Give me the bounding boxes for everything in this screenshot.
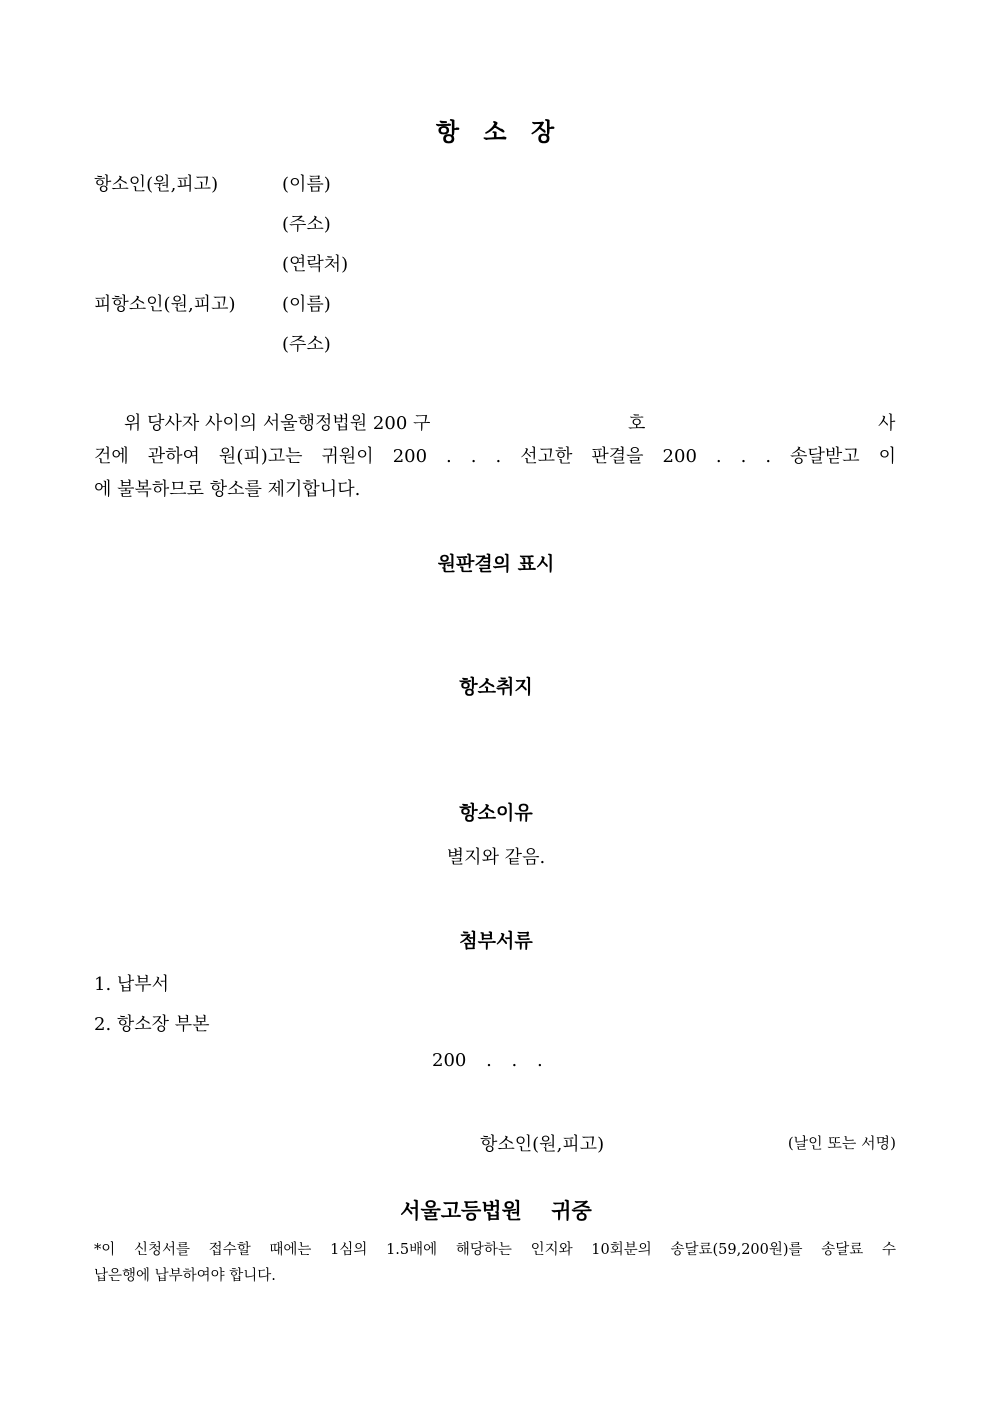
document-title: 항 소 장	[435, 117, 557, 146]
body-line1-start: 위 당사자 사이의 서울행정법원 200 구	[124, 413, 431, 434]
body-line3: 에 불복하므로 항소를 제기합니다.	[94, 479, 361, 500]
signature-label: 항소인(원,피고)	[480, 1134, 605, 1155]
original-judgment-heading: 원판결의 표시	[437, 553, 555, 575]
appeal-purpose-heading: 항소취지	[459, 676, 533, 698]
appellee-name-field: (이름)	[282, 294, 331, 315]
court-addressee: 서울고등법원 귀중	[400, 1198, 592, 1223]
appellant-label: 항소인(원,피고)	[94, 174, 219, 195]
appellant-name-field: (이름)	[282, 174, 331, 195]
body-line1-end: 사	[878, 413, 896, 434]
appellee-address-field: (주소)	[282, 334, 331, 355]
body-line2: 건에 관하여 원(피)고는 귀원이 200 . . . 선고한 판결을 200 . . . 송달받고 이	[94, 446, 896, 467]
attachments-heading: 첨부서류	[459, 930, 533, 952]
appellant-address-field: (주소)	[282, 214, 331, 235]
appeal-reason-text: 별지와 같음.	[446, 847, 546, 868]
appellant-contact-field: (연락처)	[282, 254, 349, 275]
attachment-item: 2. 항소장 부본	[94, 1014, 210, 1035]
footnote-line2: 납은행에 납부하여야 합니다.	[94, 1268, 276, 1284]
body-line1-case-number: 호	[628, 413, 646, 434]
appeal-reason-heading: 항소이유	[459, 802, 533, 824]
signature-note: (날인 또는 서명)	[787, 1134, 896, 1152]
appellee-label: 피항소인(원,피고)	[94, 294, 236, 315]
footnote-line1: *이 신청서를 접수할 때에는 1심의 1.5배에 해당하는 인지와 10회분의 송달료(59,200원)를 송달료 수	[94, 1242, 896, 1258]
attachment-item: 1. 납부서	[94, 974, 170, 995]
filing-date: 200 . . .	[432, 1050, 543, 1071]
